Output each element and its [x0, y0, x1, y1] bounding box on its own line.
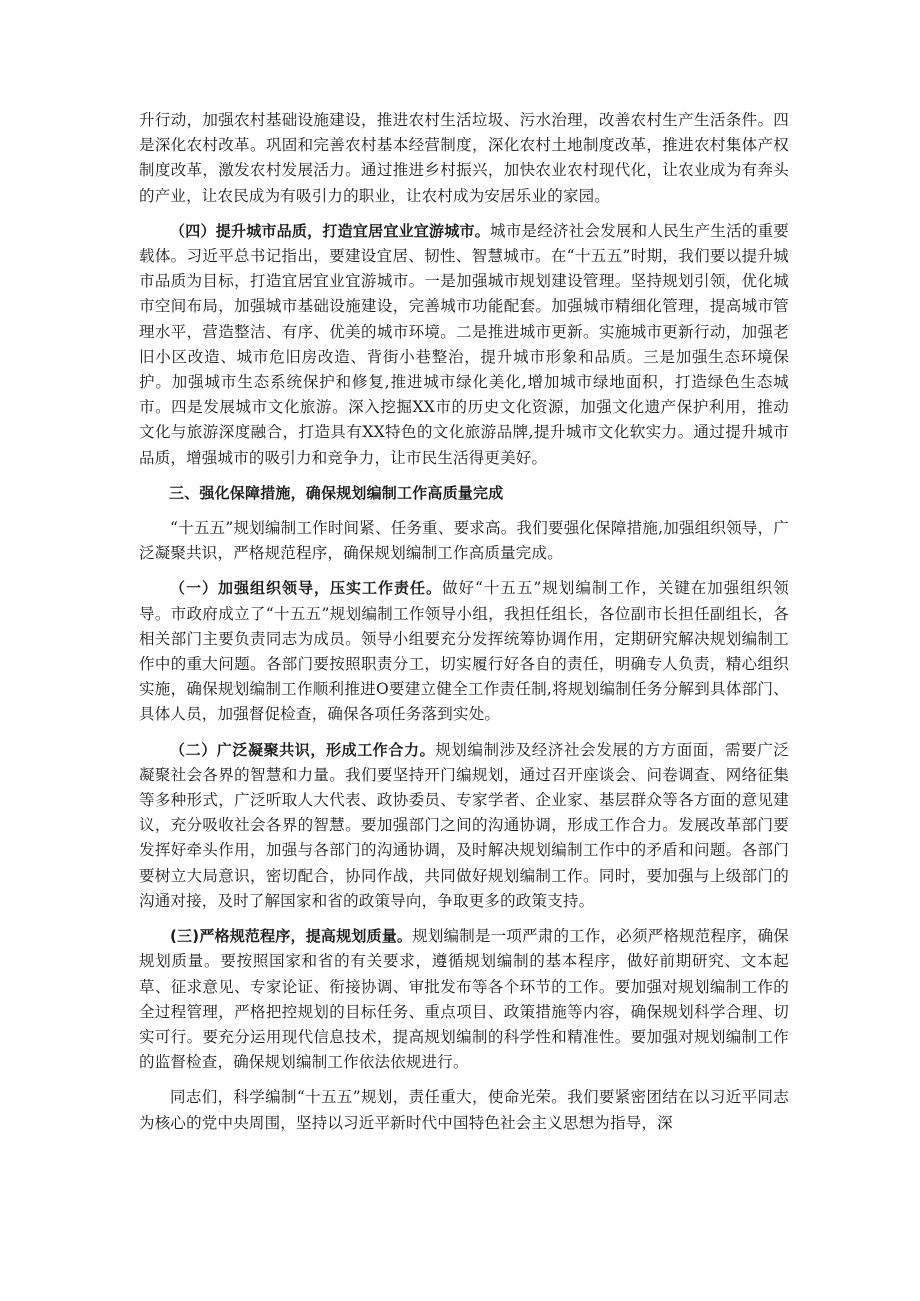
chapter-heading-3: 三、强化保障措施，确保规划编制工作高质量完成 — [169, 483, 504, 502]
section-heading-3: (三)严格规范程序，提高规划质量。 — [170, 927, 413, 946]
paragraph-city-quality-body: 城市是经济社会发展和人民生产生活的重要载体。习近平总书记指出，要建设宜居、韧性、智慧城市。在“十五五”时期，我们要以提升城市品质为目标，打造宜居宜业宜游城市。一是加强城市规划建设管理。坚持规划引领，优化城市空间布局，加强城市基础设施建设，完善城市功能配套。加强城市精细化管理，提高城市管理水平，营造整洁、有序、优美的城市环境。二是推进城市更新。实施城市更新行动，加强老旧小区改造、城市危旧房改造、背街小巷整治，提升城市形象和品质。三是加强生态环境保护。加强城市生态系统保护和修复,推进城市绿化美化,增加城市绿地面积，打造绿色生态城市。四是发展城市文化旅游。深入挖掘XX市的历史文化资源，加强文化遗产保护利用，推动文化与旅游深度融合，打造具有XX特色的文化旅游品牌,提升城市文化软实力。通过提升城市品质，增强城市的吸引力和竞争力，让市民生活得更美好。 — [139, 221, 790, 467]
paragraph-city-quality — [139, 219, 789, 471]
paragraph-consensus — [139, 738, 789, 914]
paragraph-procedure — [139, 924, 789, 1075]
paragraph-rural-continuation: 升行动，加强农村基础设施建设，推进农村生活垃圾、污水治理，改善农村生产生活条件。四是深化农村改革。巩固和完善农村基本经营制度，深化农村土地制度改革，推进农村集体产权制度改革，激发农村发展活力。通过推进乡村振兴，加快农业农村现代化，让农业成为有奔头的产业，让农民成为有吸引力的职业，让农村成为安居乐业的家园。 — [139, 111, 789, 205]
paragraph-consensus-body: 规划编制涉及经济社会发展的方方面面，需要广泛凝聚社会各界的智慧和力量。我们要坚持开门编规划，通过召开座谈会、问卷调查、网络征集等多种形式，广泛听取人大代表、政协委员、专家学者、企业家、基层群众等各方面的意见建议，充分吸收社会各界的智慧。要加强部门之间的沟通协调，形成工作合力。发展改革部门要发挥好牵头作用，加强与各部门的沟通协调，及时解决规划编制工作中的矛盾和问题。各部门要树立大局意识，密切配合，协同作战，共同做好规划编制工作。同时，要加强与上级部门的沟通对接，及时了解国家和省的政策导向，争取更多的政策支持。 — [139, 740, 789, 910]
paragraph-closing: 同志们，科学编制“十五五”规划，责任重大，使命光荣。我们要紧密团结在以习近平同志为核心的党中央周围，坚持以习近平新时代中国特色社会主义思想为指导，深 — [139, 1088, 789, 1132]
paragraph-safeguards-intro: “十五五”规划编制工作时间紧、任务重、要求高。我们要强化保障措施,加强组织领导，广泛凝聚共识，严格规范程序，确保规划编制工作高质量完成。 — [139, 519, 789, 563]
paragraph-organization — [139, 576, 789, 727]
section-heading-4: （四）提升城市品质，打造宜居宜业宜游城市。 — [170, 221, 491, 240]
paragraph-organization-body: 做好“十五五”规划编制工作，关键在加强组织领导。市政府成立了“十五五”规划编制工作领导小组，我担任组长，各位副市长担任副组长，各相关部门主要负责同志为成员。领导小组要充分发挥统筹协调作用，定期研究解决规划编制工作中的重大问题。各部门要按照职责分工，切实履行好各自的责任，明确专人负责，精心组织实施，确保规划编制工作顺利推进O要建立健全工作责任制,将规划编制任务分解到具体部门、具体人员，加强督促检查，确保各项任务落到实处。 — [139, 579, 790, 724]
document-body — [139, 108, 789, 1146]
section-heading-1: （一）加强组织领导，压实工作责任。 — [170, 579, 442, 598]
paragraph-procedure-body: 规划编制是一项严肃的工作，必须严格规范程序，确保规划质量。要按照国家和省的有关要求，遵循规划编制的基本程序，做好前期研究、文本起草、征求意见、专家论证、衔接协调、审批发布等各个环节的工作。要加强对规划编制工作的全过程管理，严格把控规划的目标任务、重点项目、政策措施等内容，确保规划科学合理、切实可行。要充分运用现代信息技术，提高规划编制的科学性和精准性。要加强对规划编制工作的监督检查，确保规划编制工作依法依规进行。 — [139, 927, 789, 1072]
section-heading-2: （二）广泛凝聚共识，形成工作合力。 — [170, 740, 436, 759]
